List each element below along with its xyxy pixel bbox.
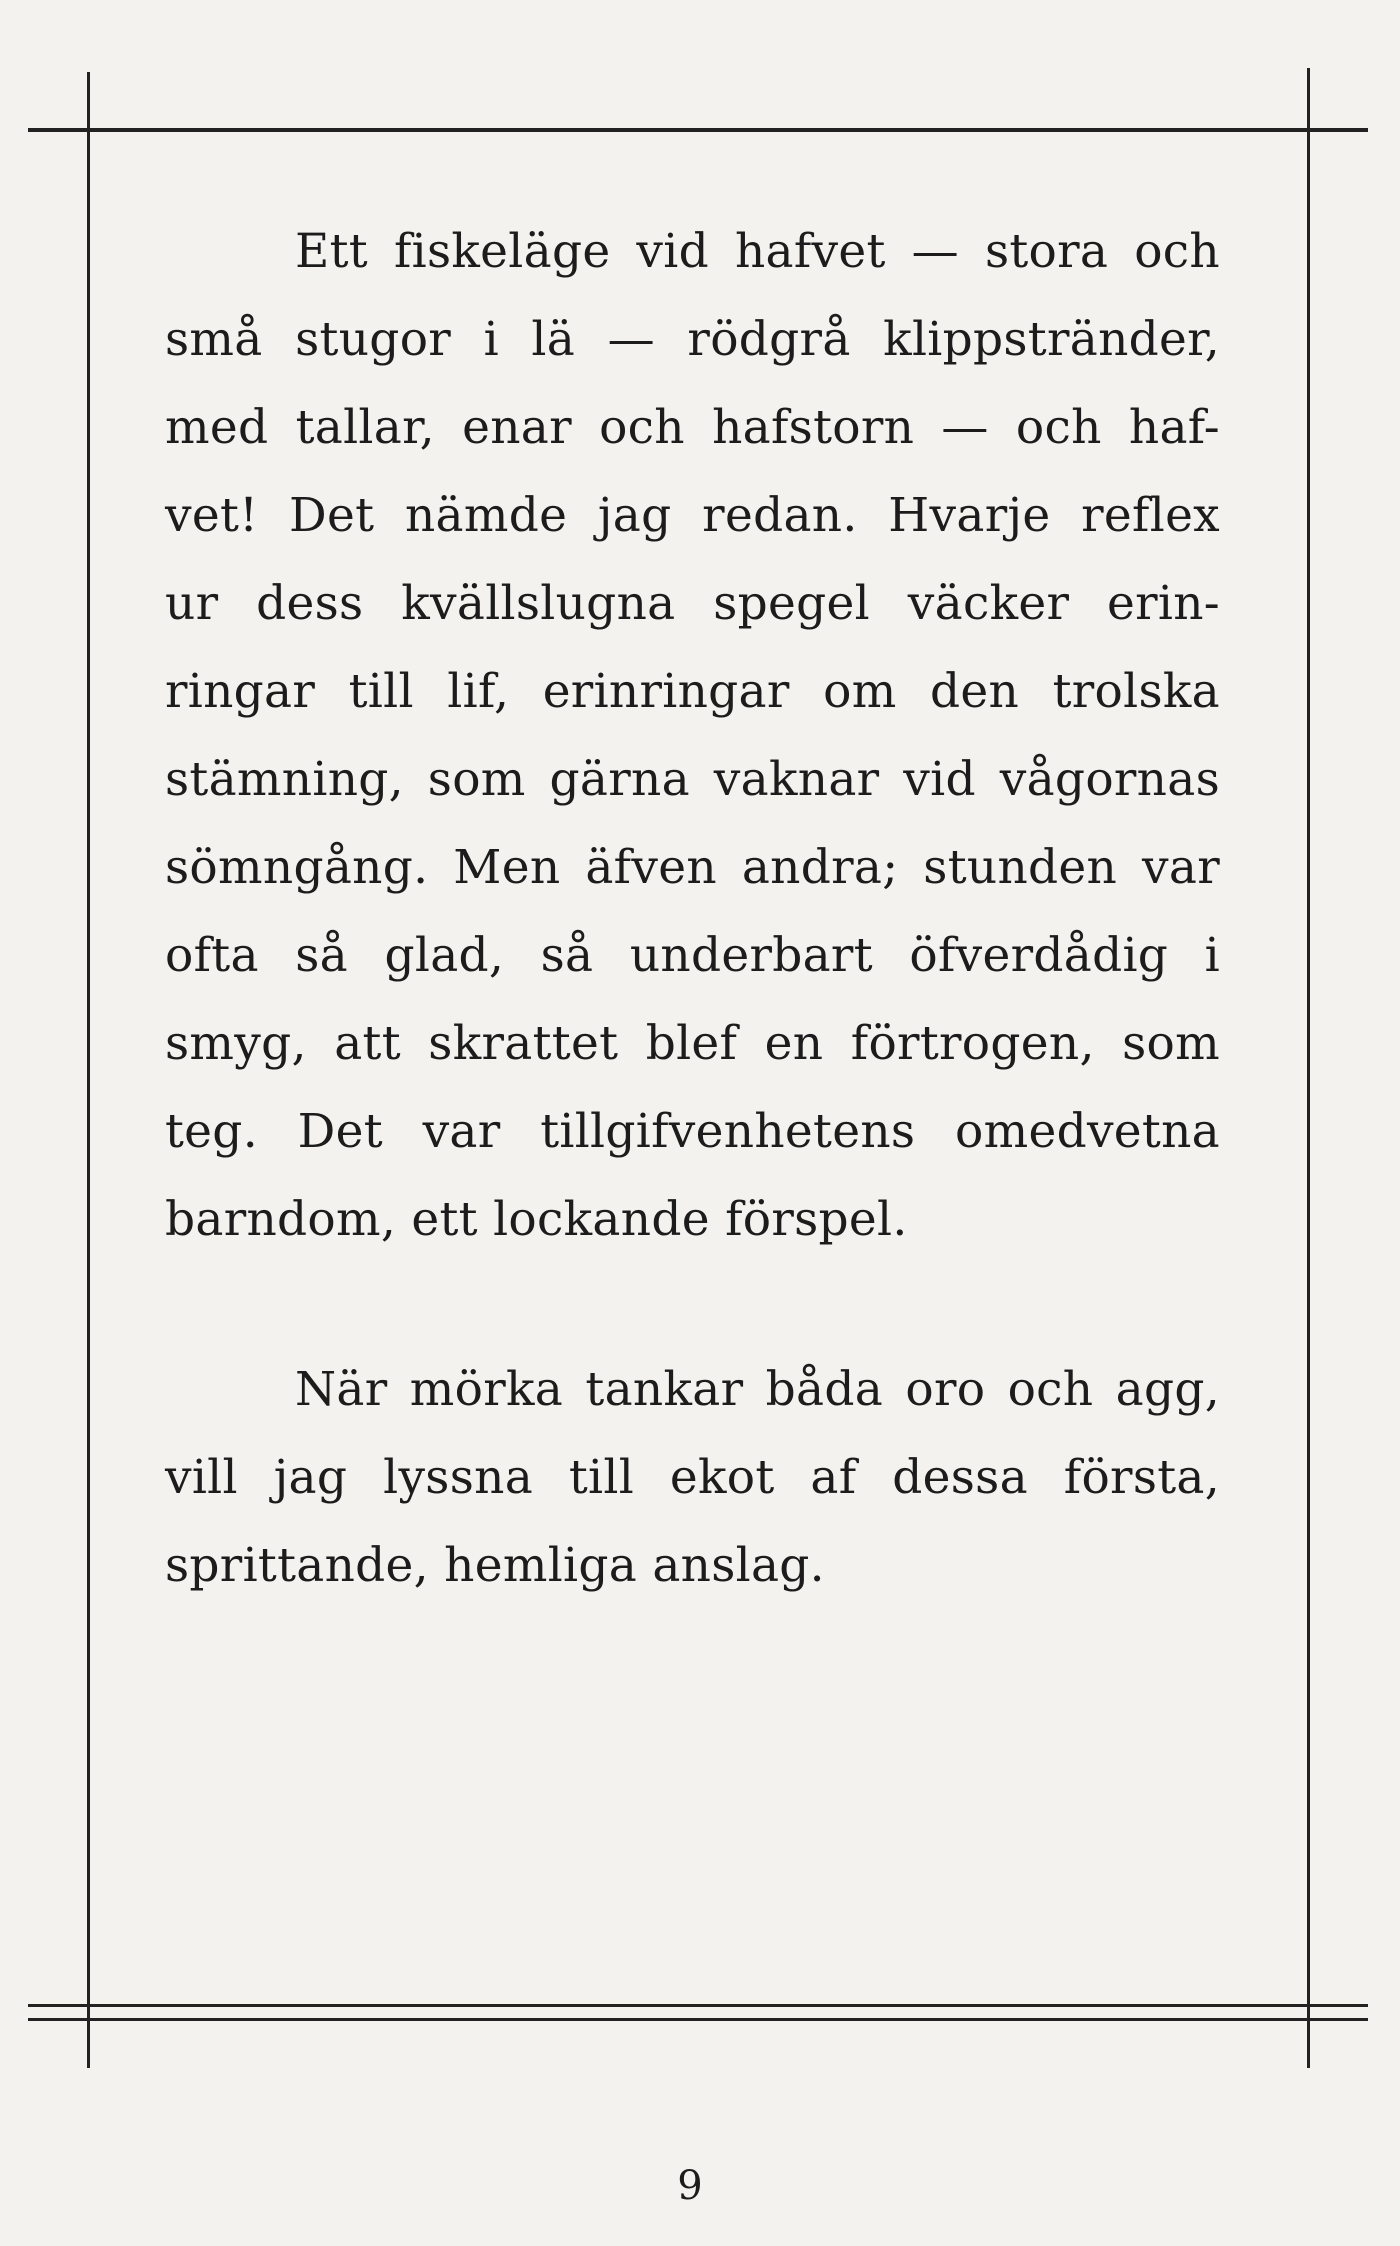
top-rule xyxy=(28,128,1368,132)
paragraph-gap xyxy=(165,1264,1220,1346)
text-line: ringar till lif, erinringar om den trolska xyxy=(165,664,1220,719)
paragraph-1 xyxy=(165,208,1220,1264)
text-line: smyg, att skrattet blef en förtrogen, som xyxy=(165,1016,1220,1071)
bottom-rule-lower xyxy=(28,2018,1368,2021)
text-line: Ett fiskeläge vid hafvet — stora och xyxy=(295,224,1220,279)
page-number-label: 9 xyxy=(677,2163,703,2209)
right-margin-line xyxy=(1307,68,1310,2068)
text-line: barndom, ett lockande förspel. xyxy=(165,1192,908,1247)
text-line: sprittande, hemliga anslag. xyxy=(165,1538,825,1593)
text-line: vill jag lyssna till ekot af dessa första, xyxy=(165,1450,1220,1505)
page-number xyxy=(0,2163,1400,2209)
text-line: teg. Det var tillgifvenhetens omedvetna xyxy=(165,1104,1220,1159)
text-line: ur dess kvällslugna spegel väcker erin- xyxy=(165,576,1220,631)
text-line: När mörka tankar båda oro och agg, xyxy=(295,1362,1220,1417)
bottom-rule-upper xyxy=(28,2004,1368,2007)
left-margin-line xyxy=(87,72,90,2068)
text-line: små stugor i lä — rödgrå klippstränder, xyxy=(165,312,1220,367)
text-line: stämning, som gärna vaknar vid vågornas xyxy=(165,752,1220,807)
paragraph-2 xyxy=(165,1346,1220,1610)
text-line: ofta så glad, så underbart öfverdådig i xyxy=(165,928,1220,983)
text-line: sömngång. Men äfven andra; stunden var xyxy=(165,840,1220,895)
text-line: vet! Det nämde jag redan. Hvarje reflex xyxy=(165,488,1220,543)
body-text xyxy=(165,208,1220,1610)
text-line: med tallar, enar och hafstorn — och haf- xyxy=(165,400,1220,455)
